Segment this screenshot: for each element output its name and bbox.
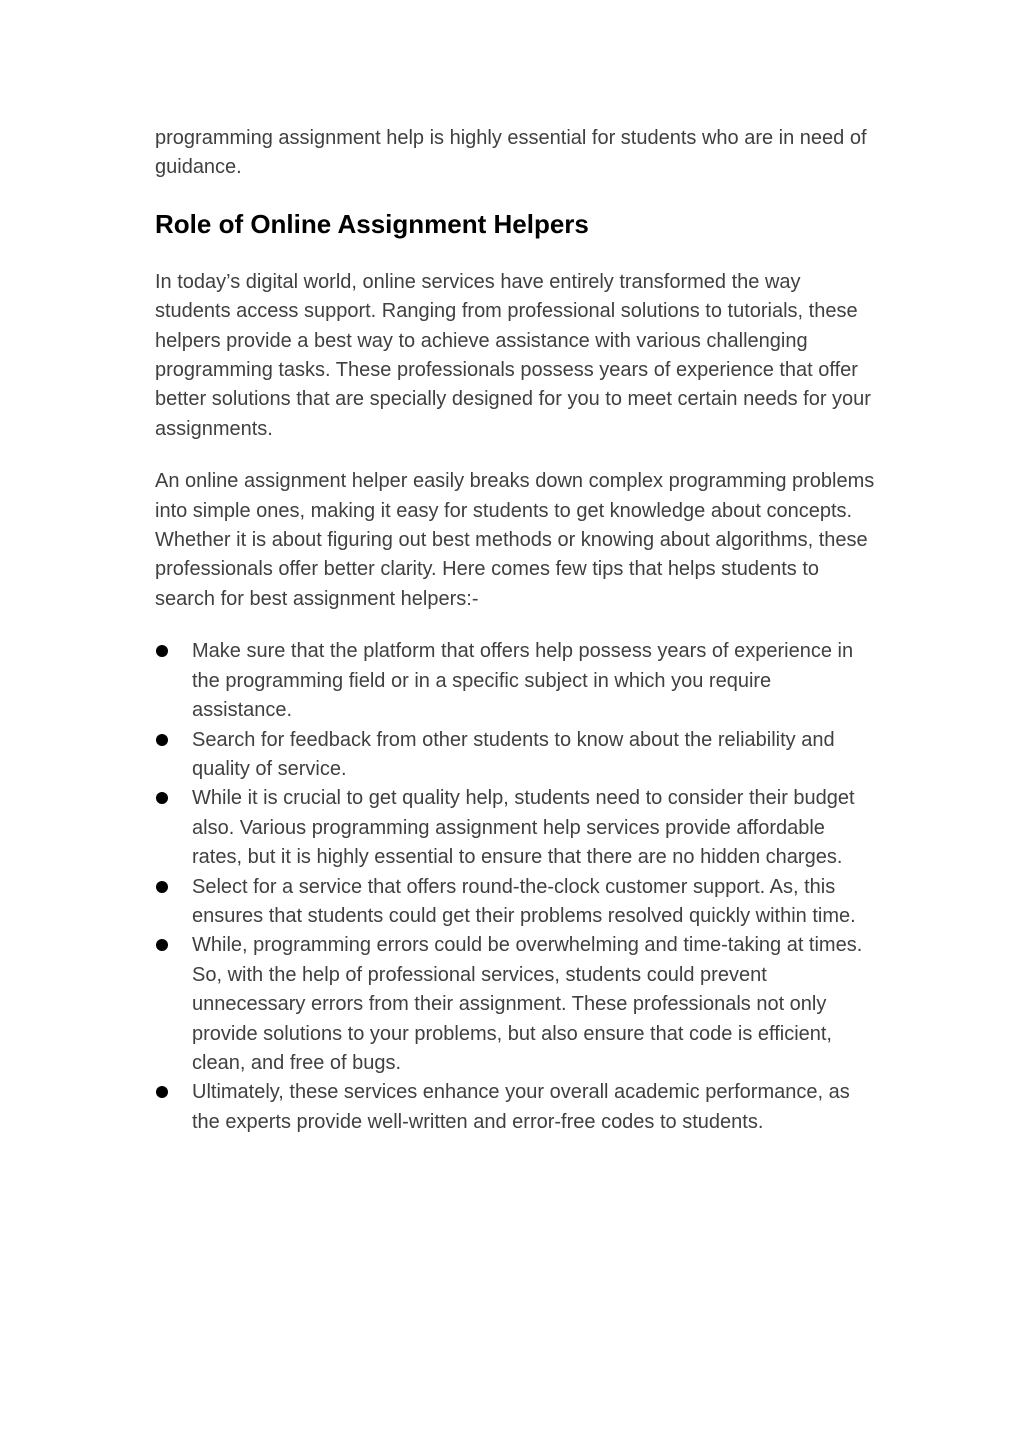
intro-paragraph: programming assignment help is highly essential for students who are in need of guidance. bbox=[155, 127, 867, 179]
bullet-icon bbox=[156, 645, 168, 657]
list-item bbox=[155, 637, 875, 725]
list-item bbox=[155, 1078, 875, 1137]
bullet-icon bbox=[156, 939, 168, 951]
list-item-text: Search for feedback from other students to know about the reliability and quality of service. bbox=[192, 728, 835, 780]
tips-list bbox=[155, 637, 875, 1137]
body-paragraph-2: An online assignment helper easily breaks down complex programming problems into simple ones, making it easy for students to get knowledge about concepts. Whether it is about figuring out best methods or knowing about algorithms, these professionals offer better clarity. Here comes few tips that helps students to search for best assignment helpers:- bbox=[155, 470, 875, 610]
list-item-text: Ultimately, these services enhance your overall academic performance, as the experts provide well-written and error-free codes to students. bbox=[192, 1081, 850, 1133]
list-item-text: While it is crucial to get quality help, students need to consider their budget also. Various programming assignment help services provide affordable rates, but it is highly essential to ensure that there are no hidden charges. bbox=[192, 787, 855, 869]
body-paragraph-1: In today’s digital world, online services have entirely transformed the way students access support. Ranging from professional solutions to tutorials, these helpers provide a best way to achieve assistance with various challenging programming tasks. These professionals possess years of experience that offer better solutions that are specially designed for you to meet certain needs for your assignments. bbox=[155, 270, 871, 440]
bullet-icon bbox=[156, 1086, 168, 1098]
list-item bbox=[155, 784, 875, 872]
list-item bbox=[155, 873, 875, 932]
list-item bbox=[155, 726, 875, 785]
section-heading: Role of Online Assignment Helpers bbox=[155, 208, 589, 239]
bullet-icon bbox=[156, 792, 168, 804]
list-item-text: While, programming errors could be overwhelming and time-taking at times. So, with the help of professional services, students could prevent unnecessary errors from their assignment. These professionals not only provide solutions to your problems, but also ensure that code is efficient, clean, and free of bugs. bbox=[192, 934, 863, 1074]
list-item-text: Make sure that the platform that offers help possess years of experience in the programming field or in a specific subject in which you require assistance. bbox=[192, 640, 854, 722]
bullet-icon bbox=[156, 881, 168, 893]
document-content bbox=[155, 124, 875, 1137]
list-item-text: Select for a service that offers round-the-clock customer support. As, this ensures that students could get their problems resolved quickly within time. bbox=[192, 875, 856, 927]
list-item bbox=[155, 931, 875, 1078]
bullet-icon bbox=[156, 734, 168, 746]
